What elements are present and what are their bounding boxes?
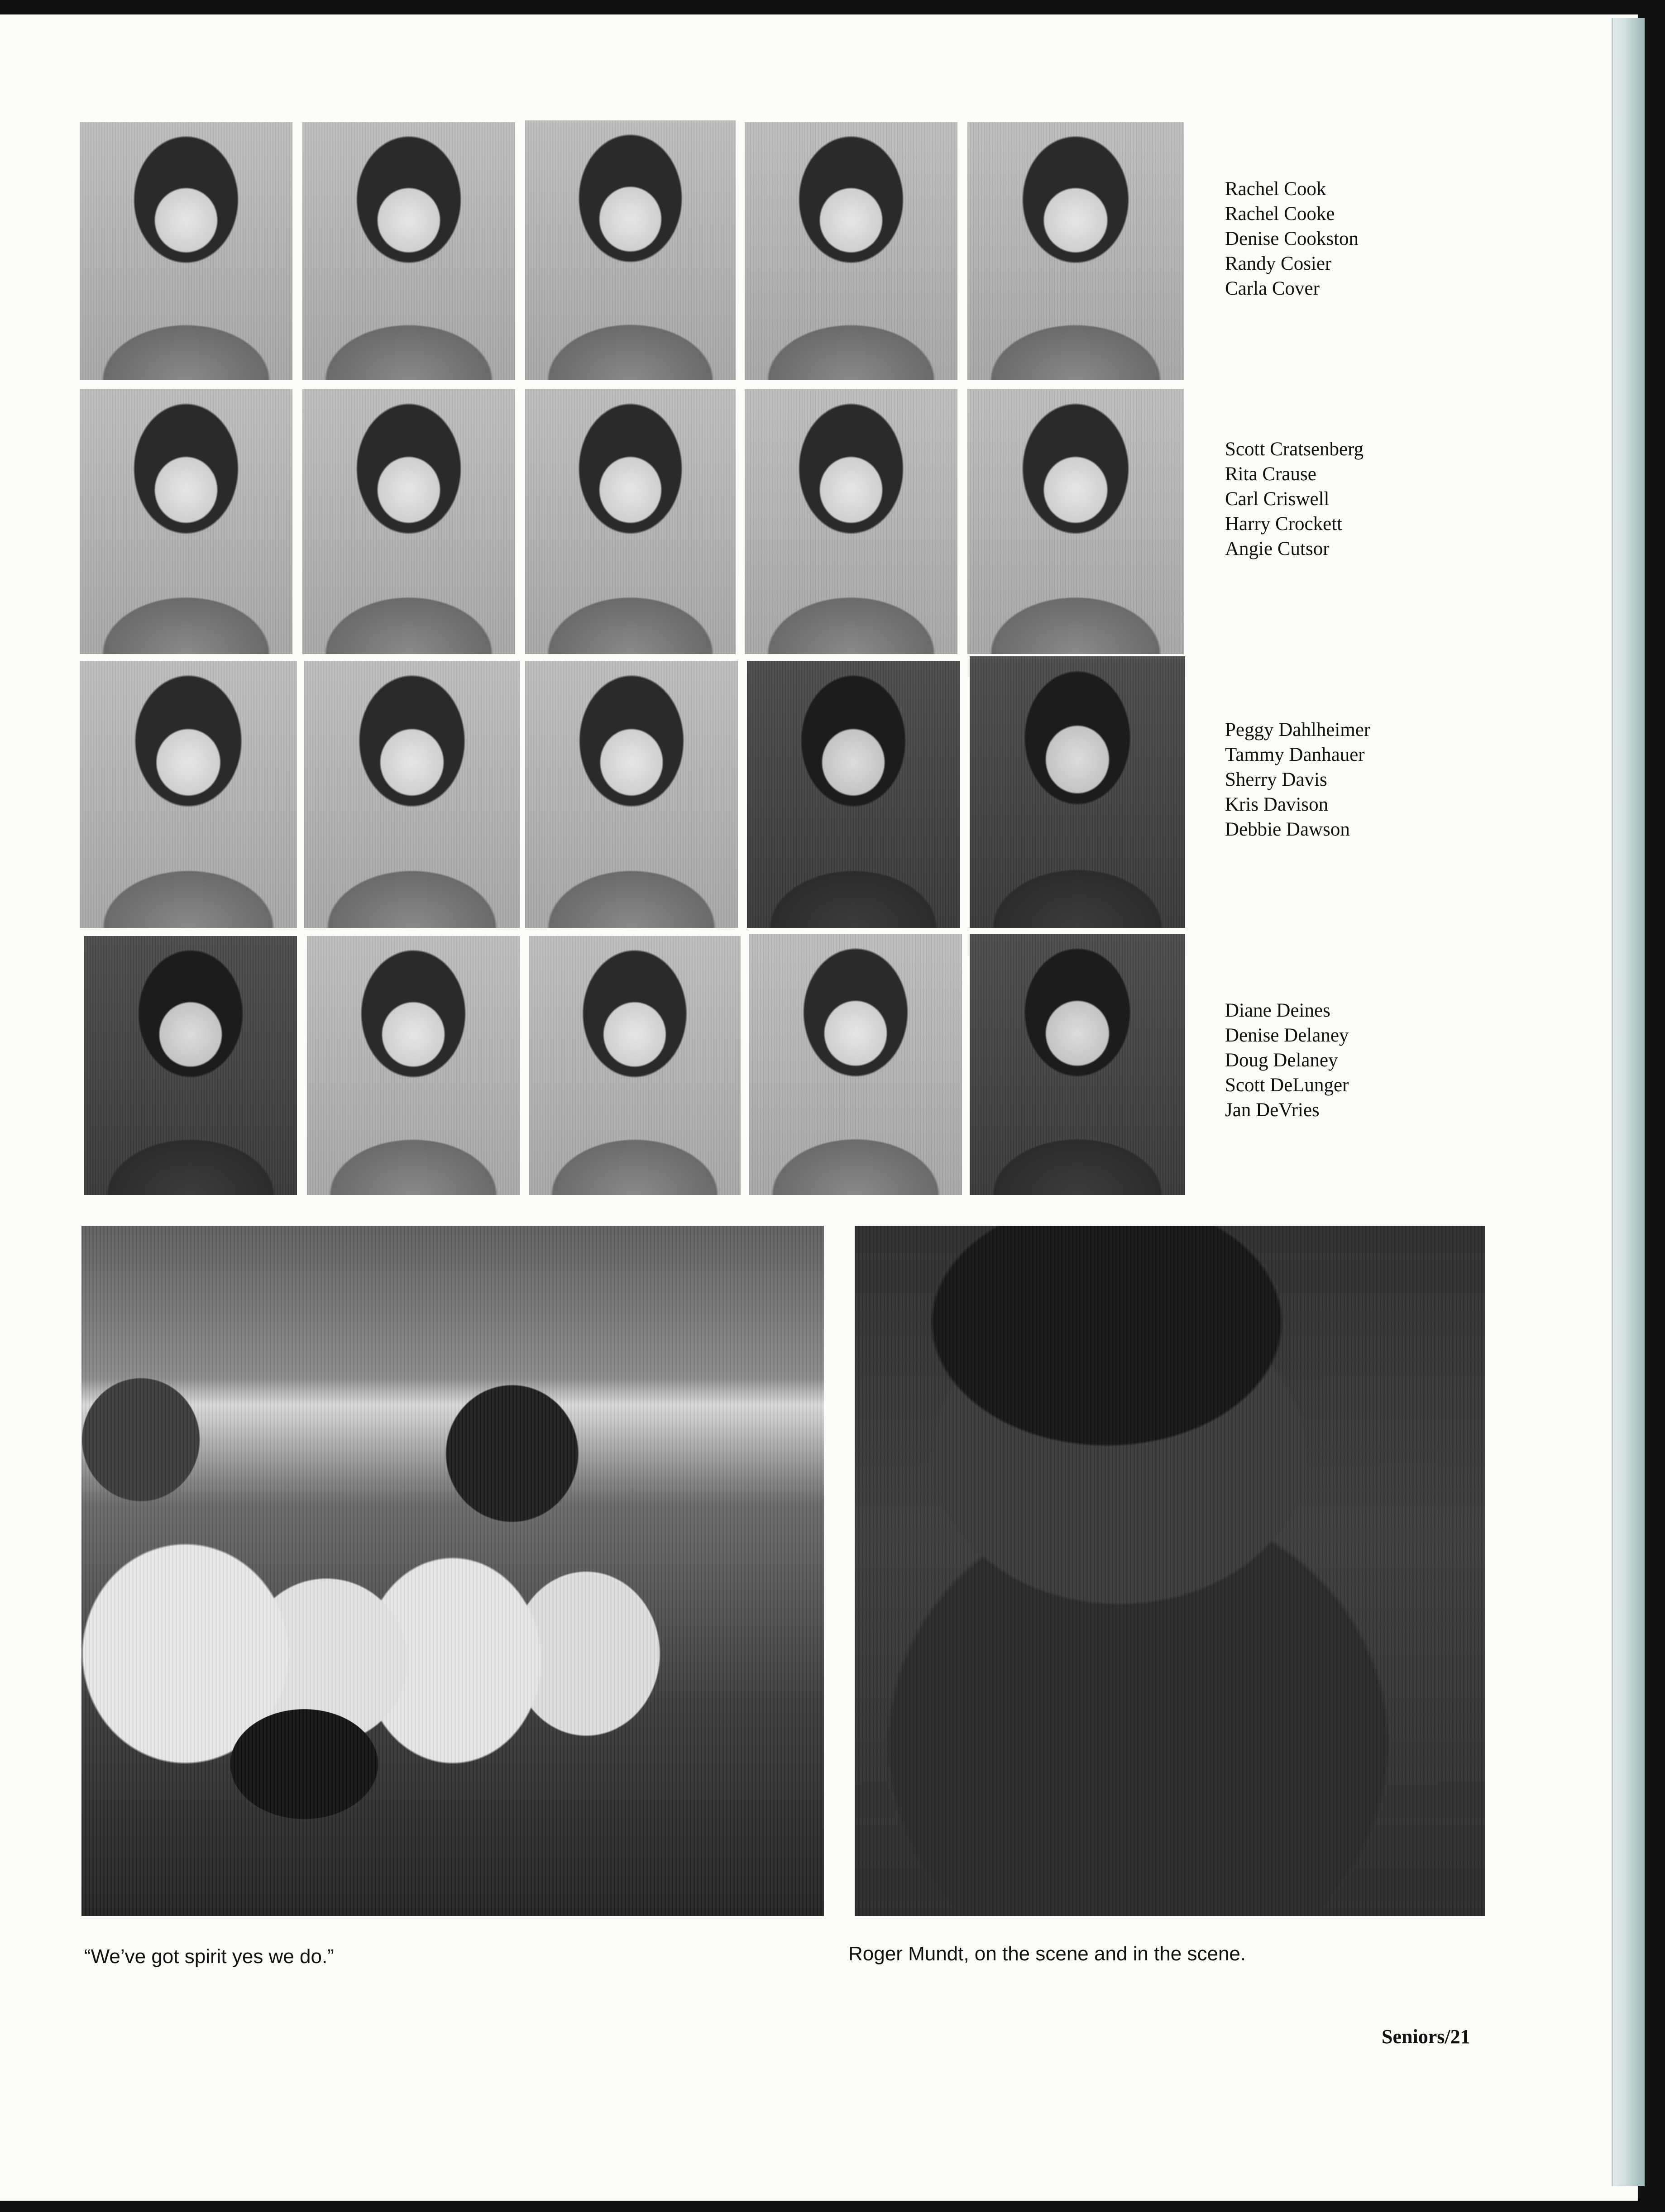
student-name: Diane Deines bbox=[1225, 1000, 1330, 1021]
student-name: Randy Cosier bbox=[1225, 253, 1332, 274]
name-list-row-1 bbox=[1225, 177, 1460, 301]
cheerleaders-caption: “We’ve got spirit yes we do.” bbox=[84, 1945, 334, 1968]
portrait-angie-cutsor bbox=[967, 389, 1184, 654]
cheerleaders-photo bbox=[81, 1226, 824, 1916]
portrait-diane-deines bbox=[84, 936, 297, 1195]
portrait-denise-cookston bbox=[525, 120, 736, 380]
student-name: Rita Crause bbox=[1225, 463, 1316, 485]
roger-mundt-caption: Roger Mundt, on the scene and in the scene. bbox=[848, 1943, 1246, 1965]
student-name: Tammy Danhauer bbox=[1225, 744, 1365, 765]
portrait-sherry-davis bbox=[525, 661, 738, 928]
portrait-kris-davison bbox=[747, 661, 960, 928]
portrait-doug-delaney bbox=[529, 936, 741, 1195]
portrait-scott-cratsenberg bbox=[80, 389, 292, 654]
portrait-carla-cover bbox=[967, 122, 1184, 380]
student-name: Peggy Dahlheimer bbox=[1225, 719, 1371, 741]
student-name: Denise Delaney bbox=[1225, 1025, 1349, 1046]
student-name: Carl Criswell bbox=[1225, 488, 1330, 510]
portrait-debbie-dawson bbox=[970, 656, 1185, 928]
student-name: Debbie Dawson bbox=[1225, 819, 1350, 840]
portrait-rachel-cooke bbox=[302, 122, 515, 380]
student-name: Rachel Cooke bbox=[1225, 203, 1335, 225]
student-name: Doug Delaney bbox=[1225, 1050, 1338, 1071]
portrait-peggy-dahlheimer bbox=[80, 661, 297, 928]
student-name: Kris Davison bbox=[1225, 794, 1329, 815]
student-name: Carla Cover bbox=[1225, 278, 1320, 299]
portrait-rita-crause bbox=[302, 389, 515, 654]
student-name: Scott Cratsenberg bbox=[1225, 439, 1364, 460]
name-list-row-4 bbox=[1225, 998, 1460, 1123]
portrait-tammy-danhauer bbox=[304, 661, 520, 928]
page-folio: Seniors/21 bbox=[1382, 2026, 1470, 2048]
student-name: Jan DeVries bbox=[1225, 1099, 1320, 1121]
student-name: Rachel Cook bbox=[1225, 178, 1326, 200]
student-name: Harry Crockett bbox=[1225, 513, 1343, 535]
portrait-scott-delunger bbox=[749, 934, 962, 1195]
book-spine-edge bbox=[1612, 18, 1645, 2186]
student-name: Scott DeLunger bbox=[1225, 1075, 1349, 1096]
portrait-harry-crockett bbox=[745, 389, 957, 654]
portrait-randy-cosier bbox=[745, 122, 957, 380]
portrait-carl-criswell bbox=[525, 389, 736, 654]
portrait-denise-delaney bbox=[307, 936, 520, 1195]
student-name: Sherry Davis bbox=[1225, 769, 1327, 790]
portrait-rachel-cook bbox=[80, 122, 292, 380]
student-name: Denise Cookston bbox=[1225, 228, 1359, 249]
portrait-jan-devries bbox=[970, 934, 1185, 1195]
name-list-row-3 bbox=[1225, 717, 1460, 842]
student-name: Angie Cutsor bbox=[1225, 538, 1330, 559]
name-list-row-2 bbox=[1225, 437, 1460, 561]
roger-mundt-photo bbox=[855, 1226, 1485, 1916]
